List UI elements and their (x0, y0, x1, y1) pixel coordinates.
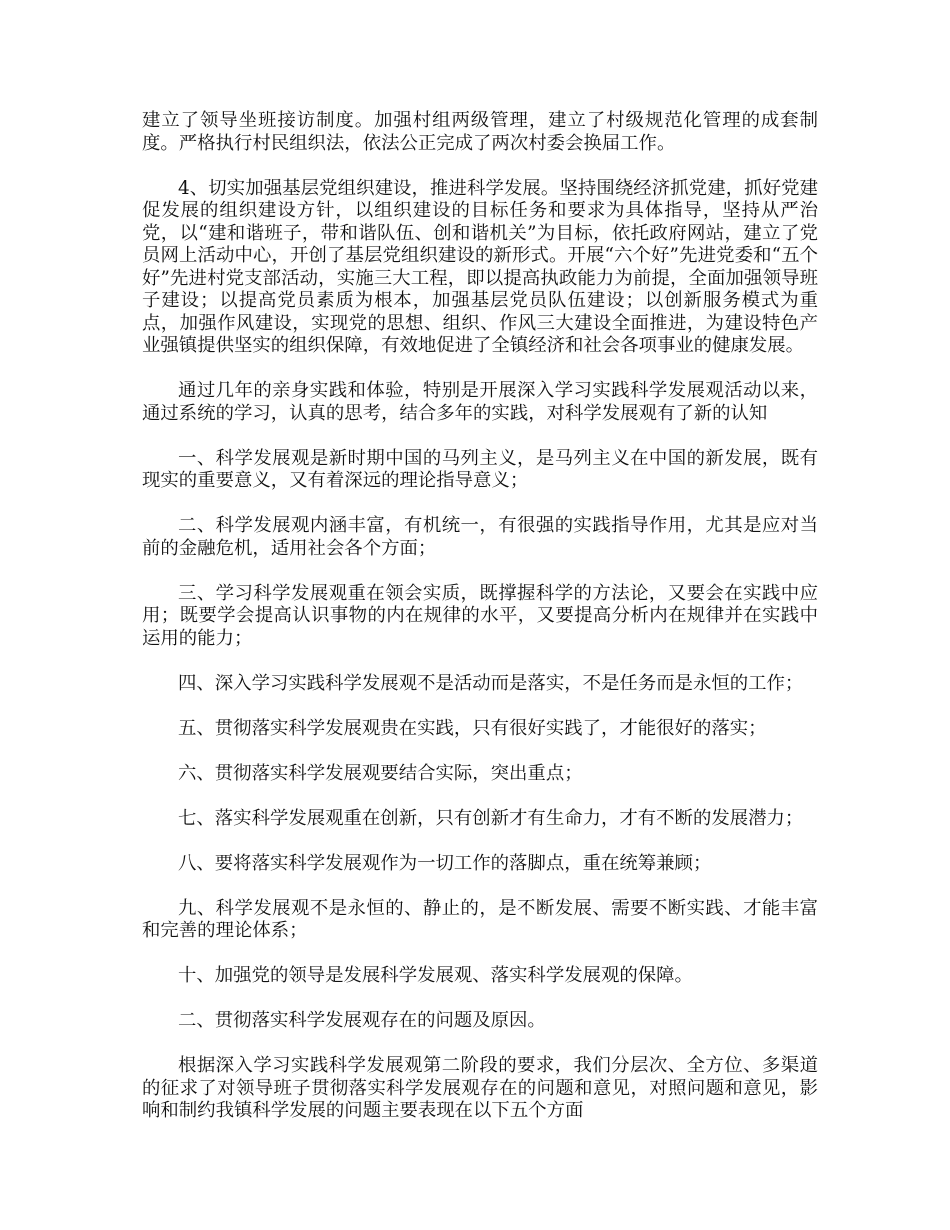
paragraph-4: 一、科学发展观是新时期中国的马列主义，是马列主义在中国的新发展，既有现实的重要意义，又有着深远的理论指导意义； (142, 447, 818, 491)
paragraph-9: 六、贯彻落实科学发展观要结合实际，突出重点； (178, 762, 583, 784)
paragraph-6: 三、学习科学发展观重在领会实质，既撑握科学的方法论，又要会在实践中应用；既要学会提高认识事物的内在规律的水平，又要提高分析内在规律并在实践中运用的能力； (142, 582, 818, 649)
paragraph-8: 五、贯彻落实科学发展观贵在实践，只有很好实践了，才能很好的落实； (178, 717, 767, 739)
section-heading: 二、贯彻落实科学发展观存在的问题及原因。 (178, 1010, 546, 1031)
document-page (142, 110, 818, 1145)
paragraph-15: 根据深入学习实践科学发展观第二阶段的要求，我们分层次、全方位、多渠道的征求了对领导班子贯彻落实科学发展观存在的问题和意见，对照问题和意见，影响和制约我镇科学发展的问题主要表现在以下五个方面 (142, 1055, 818, 1121)
paragraph-7: 四、深入学习实践科学发展观不是活动而是落实，不是任务而是永恒的工作； (178, 672, 804, 694)
paragraph-3: 通过几年的亲身实践和体验，特别是开展深入学习实践科学发展观活动以来，通过系统的学习，认真的思考，结合多年的实践，对科学发展观有了新的认知 (142, 380, 818, 424)
paragraph-2: 4、切实加强基层党组织建设，推进科学发展。坚持围绕经济抓党建，抓好党建促发展的组织建设方针，以组织建设的目标任务和要求为具体指导，坚持从严治党，以“建和谐班子，带和谐队伍、创和谐机关”为目标，依托政府网站，建立了党员网上活动中心，开创了基层党组织建设的新形式。开展“六个好”先进党委和“五个好”先进村党支部活动，实施三大工程，即以提高执政能力为前提，全面加强领导班子建设；以提高党员素质为根本，加强基层党员队伍建设；以创新服务模式为重点，加强作风建设，实现党的思想、组织、作风三大建设全面推进，为建设特色产业强镇提供坚实的组织保障，有效地促进了全镇经济和社会各项事业的健康发展。 (142, 177, 818, 356)
paragraph-5: 二、科学发展观内涵丰富，有机统一，有很强的实践指导作用，尤其是应对当前的金融危机，适用社会各个方面； (142, 515, 818, 559)
paragraph-10: 七、落实科学发展观重在创新，只有创新才有生命力，才有不断的发展潜力； (178, 807, 804, 829)
paragraph-13: 十、加强党的领导是发展科学发展观、落实科学发展观的保障。 (178, 965, 693, 986)
paragraph-11: 八、要将落实科学发展观作为一切工作的落脚点，重在统筹兼顾； (178, 852, 712, 874)
paragraph-1: 建立了领导坐班接访制度。加强村组两级管理，建立了村级规范化管理的成套制度。严格执行村民组织法，依法公正完成了两次村委会换届工作。 (142, 110, 818, 154)
paragraph-12: 九、科学发展观不是永恒的、静止的，是不断发展、需要不断实践、才能丰富和完善的理论体系； (142, 897, 818, 941)
